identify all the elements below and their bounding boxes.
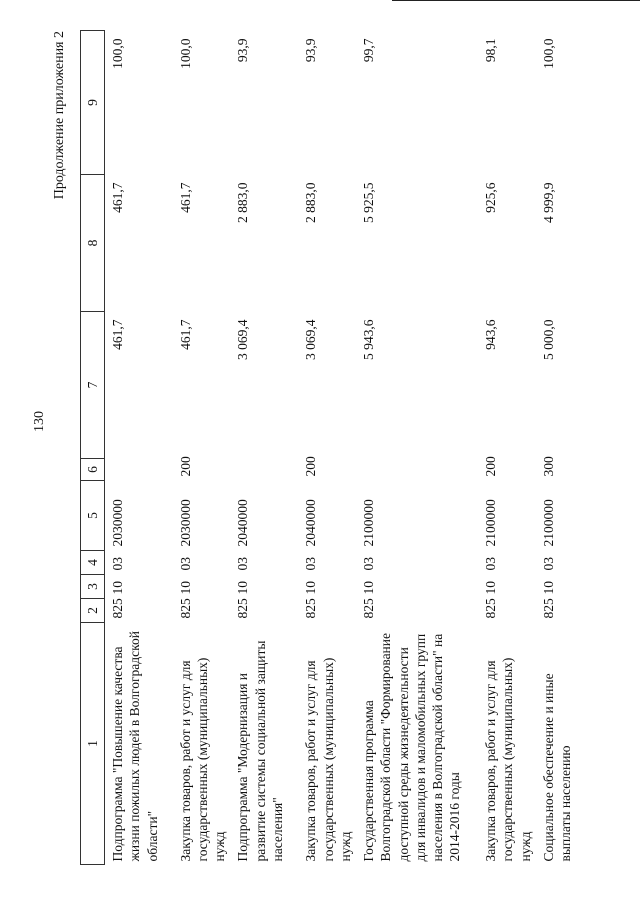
row-value-cell-5: 2040000 <box>303 499 319 547</box>
table-row <box>173 31 231 865</box>
row-value-cell-6: 200 <box>483 456 499 477</box>
row-value-cell-6 <box>230 459 298 481</box>
row-value-cell-9: 98,1 <box>483 38 499 63</box>
top-rule <box>392 0 640 1</box>
table-row <box>230 31 298 865</box>
row-name-cell: Подпрограмма "Повышение качества жизни пожилых людей в Волгоградской области" <box>110 631 160 862</box>
row-value-cell-3: 10 <box>540 581 556 595</box>
row-name-cell: Закупка товаров, работ и услуг для государственных (муниципальных) нужд <box>483 657 533 862</box>
row-value-cell-8: 925,6 <box>483 182 499 213</box>
table-row <box>298 31 356 865</box>
row-value-cell-3: 10 <box>235 581 251 595</box>
row-name-cell: Закупка товаров, работ и услуг для государственных (муниципальных) нужд <box>303 657 353 862</box>
row-value-cell-9: 100,0 <box>540 38 556 69</box>
row-name-cell: Социальное обеспечение и иные выплаты населению <box>540 673 574 862</box>
row-value-cell-7: 3 069,4 <box>235 319 251 360</box>
row-value-cell-4: 03 <box>303 557 319 571</box>
row-value-cell-7: 5 943,6 <box>361 319 377 360</box>
row-value-cell-5: 2030000 <box>177 499 193 547</box>
row-value-cell-2: 825 <box>361 598 377 619</box>
row-value-cell-4: 03 <box>235 557 251 571</box>
row-value-cell-6 <box>105 459 173 481</box>
row-value-cell-3: 10 <box>361 581 377 595</box>
row-value-cell-8: 4 999,9 <box>540 182 556 223</box>
table-row <box>105 31 173 865</box>
row-value-cell-8: 2 883,0 <box>235 182 251 223</box>
header-cell-4: 4 <box>81 551 105 575</box>
row-value-cell-5: 2030000 <box>110 499 125 547</box>
row-value-cell-3: 10 <box>303 581 319 595</box>
row-value-cell-6: 200 <box>303 456 319 477</box>
header-cell-7: 7 <box>81 312 105 459</box>
row-name-cell: Государственная программа Волгоградской области "Формирование доступной среды жизнедеятельности для инвалидов и маломобильных групп населения в Волгоградской области" на 2014-2016 годы <box>361 633 463 862</box>
header-cell-9: 9 <box>81 31 105 175</box>
header-cell-5: 5 <box>81 481 105 551</box>
row-value-cell-7: 461,7 <box>177 319 193 350</box>
page-number: 130 <box>32 411 47 432</box>
row-value-cell-4: 03 <box>361 557 377 571</box>
row-value-cell-3: 10 <box>177 581 193 595</box>
table-row <box>536 31 586 865</box>
row-value-cell-6: 200 <box>177 456 193 477</box>
table-row <box>356 31 478 865</box>
row-value-cell-3: 10 <box>483 581 499 595</box>
row-value-cell-4: 03 <box>177 557 193 571</box>
header-cell-1: 1 <box>81 623 105 865</box>
row-value-cell-4: 03 <box>483 557 499 571</box>
row-value-cell-6 <box>356 459 478 481</box>
header-row <box>81 31 105 865</box>
row-value-cell-7: 3 069,4 <box>303 319 319 360</box>
row-value-cell-4: 03 <box>110 557 125 571</box>
header-cell-6: 6 <box>81 459 105 481</box>
row-value-cell-5: 2040000 <box>235 499 251 547</box>
row-value-cell-5: 2100000 <box>361 499 377 547</box>
row-value-cell-9: 93,9 <box>235 38 251 63</box>
header-cell-3: 3 <box>81 575 105 599</box>
budget-table <box>80 30 586 865</box>
appendix-caption: Продолжение приложения 2 <box>52 31 67 200</box>
row-value-cell-8: 461,7 <box>110 182 125 213</box>
row-value-cell-3: 10 <box>110 581 125 595</box>
row-value-cell-2: 825 <box>540 598 556 619</box>
row-value-cell-8: 2 883,0 <box>303 182 319 223</box>
row-value-cell-7: 5 000,0 <box>540 319 556 360</box>
row-value-cell-9: 100,0 <box>177 38 193 69</box>
row-value-cell-7: 461,7 <box>110 319 125 350</box>
header-cell-8: 8 <box>81 175 105 312</box>
row-value-cell-5: 2100000 <box>540 499 556 547</box>
row-value-cell-2: 825 <box>235 598 251 619</box>
table-row <box>478 31 536 865</box>
row-value-cell-5: 2100000 <box>483 499 499 547</box>
row-value-cell-2: 825 <box>303 598 319 619</box>
row-name-cell: Подпрограмма "Модернизация и развитие системы социальной защиты населения" <box>235 640 285 862</box>
row-value-cell-6: 300 <box>540 456 556 477</box>
row-name-cell: Закупка товаров, работ и услуг для государственных (муниципальных) нужд <box>177 657 228 862</box>
row-value-cell-2: 825 <box>110 598 125 619</box>
row-value-cell-4: 03 <box>540 557 556 571</box>
row-value-cell-8: 461,7 <box>177 182 193 213</box>
rotated-page-content <box>52 25 604 865</box>
row-value-cell-9: 93,9 <box>303 38 319 63</box>
row-value-cell-8: 5 925,5 <box>361 182 377 223</box>
header-cell-2: 2 <box>81 599 105 623</box>
row-value-cell-2: 825 <box>177 598 193 619</box>
row-value-cell-7: 943,6 <box>483 319 499 350</box>
row-value-cell-2: 825 <box>483 598 499 619</box>
row-value-cell-9: 99,7 <box>361 38 377 63</box>
row-value-cell-9: 100,0 <box>110 38 125 69</box>
